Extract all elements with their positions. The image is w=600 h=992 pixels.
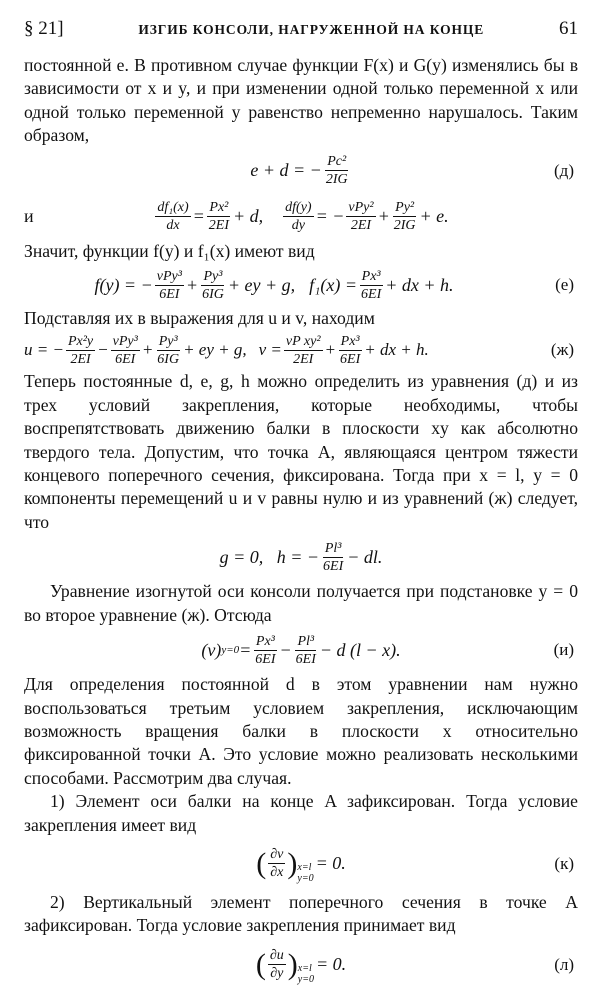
equation-d: e + d = − $\frac{\text{Pc²}}{2IG}$ (д) [250,154,574,188]
running-header [24,18,578,40]
paragraph-7: 1) Элемент оси балки на конце A зафиксирован. Тогда условие закрепления имеет вид [24,791,578,835]
equation-k: ( $\frac{\partial v}{\partial x}$ ) x=l y=0 = 0. (к) [256,846,574,884]
equation-label: (ж) [550,340,574,360]
equation-i: (v) y=0 = $\frac{\text{Px³}}{6EI}$ − $\frac{\text{Pl³}}{6EI}$ − d (l − x). (и) [201,633,574,667]
equation-label: (л) [554,954,574,974]
equation-gh: g = 0, h = − $\frac{\text{Pl³}}{6EI}$ − dl. [219,540,383,574]
paragraph-5: Уравнение изогнутой оси консоли получается при подстановке y = 0 во второе уравнение (ж). Отсюда [24,581,578,625]
equation-derivatives: и $\frac{\text{df₁(x)}}{dx}$ = $\frac{\text{Px²}}{2EI}$ + d, $\frac{df(y)}{dy}$ = − $\frac{\text{νPy²}}{2EI}$ + $\frac{\text{Py²}}{2IG}$ + e. [24,200,449,234]
running-title: ИЗГИБ КОНСОЛИ, НАГРУЖЕННОЙ НА КОНЦЕ [138,22,485,37]
equation-label: (к) [554,853,574,873]
paragraph-1: постоянной e. В противном случае функции F(x) и G(y) изменялись бы в зависимости от x и y, и при изменении одной только переменной x или одной только переменной y равенство непременно нарушалось. Таким образом, [24,55,578,146]
equation-label: (д) [554,160,574,180]
paragraph-2: Значит, функции f(y) и f₁(x) имеют вид [24,240,315,261]
equation-label: (и) [553,640,574,660]
paragraph-6: Для определения постоянной d в этом уравнении нам нужно воспользоваться третьим условием закрепления, исключающим возможность вращения балки в плоскости x относительно фиксированной точки A. Это условие можно реализовать несколькими способами. Рассмотрим два случая. [24,674,578,788]
section-number: § 21] [24,18,64,39]
equation-e: f(y) = − $\frac{\text{νPy³}}{6EI}$ + $\frac{\text{Py³}}{6IG}$ + ey + g, f₁(x) = $\frac{\text{Px³}}{6EI}$ + dx + h. (е) [94,268,574,302]
conjunction: и [24,206,34,227]
fraction: $\frac{\text{Pc²}}{2IG}$ [325,154,348,188]
equation-zh: u = − $\frac{\text{Px²y}}{2EI}$ − $\frac{\text{νPy³}}{6EI}$ + $\frac{\text{Py³}}{6IG}$ + ey + g, v = $\frac{\text{νP xy²}}{2EI}$ + $\frac{\text{Px³}}{6EI}$ + dx + h. (ж) [24,333,574,367]
equation-label: (е) [555,275,574,295]
paragraph-3: Подставляя их в выражения для u и v, находим [24,308,375,329]
equation-l: ( $\frac{\partial u}{\partial y}$ ) x=l y=0 = 0. (л) [255,947,574,985]
paragraph-4: Теперь постоянные d, e, g, h можно определить из уравнения (д) и из трех условий закрепления, которые необходимы, чтобы воспрепятствовать движению балки в плоскости xy как абсолютно твердого тела. Допустим, что точка A, являющаяся центром тяжести концевого поперечного сечения, фиксирована. Тогда при x = l, y = 0 компоненты перемещений u и v равны нулю и из уравнений (ж) следует, что [24,371,578,532]
paragraph-8: 2) Вертикальный элемент поперечного сечения в точке A зафиксирован. Тогда условие закрепления принимает вид [24,891,578,936]
page-number: 61 [558,18,578,39]
